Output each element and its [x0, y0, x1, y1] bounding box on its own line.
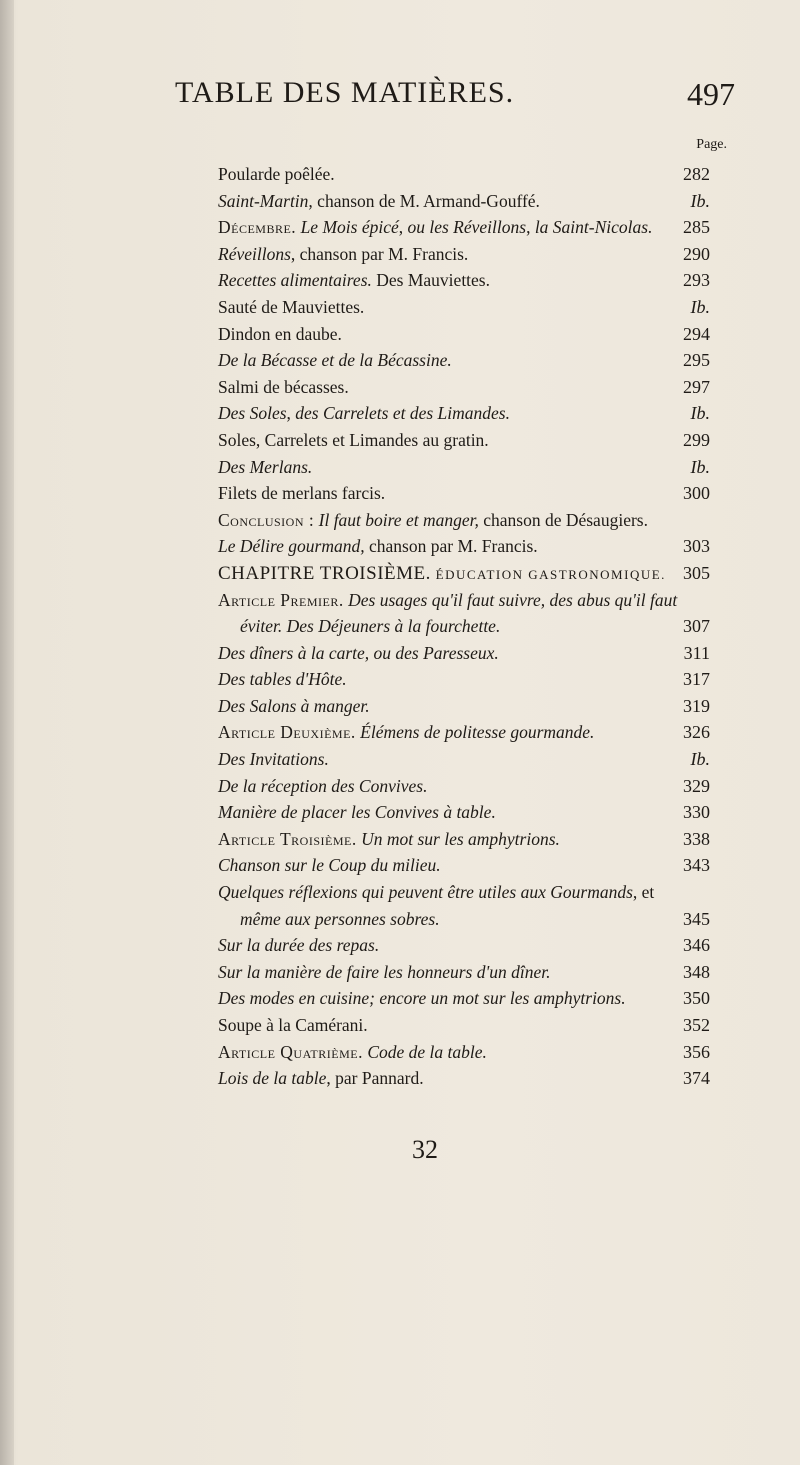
toc-entry-text-run: Article Troisième.	[218, 828, 357, 849]
toc-entry-title	[218, 719, 594, 746]
toc-entry-title	[218, 560, 666, 589]
toc-entry-title	[218, 959, 550, 986]
toc-entry-text-run: Des tables d'Hôte.	[218, 669, 347, 690]
toc-entry-text-run: Il faut boire et manger,	[314, 509, 479, 530]
toc-entry-page: Ib.	[690, 296, 710, 317]
toc-entry-title	[218, 507, 648, 534]
toc-entry-title	[218, 852, 441, 879]
toc-entry-title	[218, 321, 342, 348]
page-number: 497	[687, 76, 735, 112]
toc-entry-title	[218, 241, 468, 268]
toc-entry	[218, 480, 710, 507]
running-title: TABLE DES MATIÈRES.	[175, 76, 515, 109]
toc-entry-title	[218, 666, 347, 693]
toc-entry	[218, 985, 710, 1012]
toc-entry-title	[218, 773, 427, 800]
toc-entry	[218, 427, 710, 454]
toc-entry-text-run: Article Deuxième.	[218, 722, 356, 743]
toc-entry-text-run: ,	[398, 217, 408, 238]
toc-entry-title	[218, 985, 626, 1012]
toc-entry-text-run: des Carrelets et des Limandes.	[295, 403, 510, 424]
toc-entry	[218, 1012, 710, 1039]
toc-entry-page: 338	[683, 828, 710, 849]
toc-entry-text-run: ou les Réveillons	[407, 217, 527, 238]
toc-entry-page: 329	[683, 775, 710, 796]
toc-entry-title	[218, 587, 677, 614]
toc-entry-page: 317	[683, 669, 710, 690]
toc-entry-text-run: Des usages qu'il faut suivre, des abus qu'il faut	[343, 589, 678, 610]
toc-entry	[218, 746, 710, 773]
toc-entry-text-run: Code de la table.	[362, 1041, 487, 1062]
toc-entry	[218, 533, 710, 560]
toc-entry-page: Ib.	[690, 190, 710, 211]
toc-entry-title	[218, 826, 560, 853]
toc-entry-page: 294	[683, 323, 710, 344]
signature-mark: 32	[412, 1135, 438, 1164]
toc-entry-text-run: Sauté de Mauviettes.	[218, 296, 365, 317]
toc-entry-text-run: De la Bécasse et de la Bécassine.	[218, 350, 452, 371]
toc-entry-page: Ib.	[690, 403, 710, 424]
toc-entry-title	[218, 267, 490, 294]
toc-entry-title	[218, 640, 499, 667]
toc-entry-page: 326	[683, 722, 710, 743]
toc-entry-text-run: éviter. Des Déjeuners à la fourchette.	[240, 616, 501, 637]
toc-entry-text-run: Le Délire gourmand,	[218, 536, 365, 557]
toc-entry	[218, 693, 710, 720]
toc-entry-page: 303	[683, 536, 710, 557]
toc-entry-title	[218, 932, 379, 959]
toc-entry	[218, 267, 710, 294]
toc-entry	[218, 454, 710, 481]
toc-entry-page: 330	[683, 802, 710, 823]
toc-entry-title	[218, 161, 335, 188]
toc-entry	[218, 1065, 710, 1092]
toc-entry-title	[218, 427, 489, 454]
toc-entry-title	[218, 294, 364, 321]
toc-entry	[218, 852, 710, 879]
toc-entry-page: 311	[683, 642, 710, 663]
toc-entry	[218, 560, 710, 587]
toc-entry-text-run: Des Mauviettes.	[371, 270, 490, 291]
toc-entry	[218, 640, 710, 667]
toc-entry-text-run: Lois de la table	[218, 1068, 327, 1089]
toc-entry-text-run: Des modes en cuisine; encore un mot sur les amphytrions.	[218, 988, 626, 1009]
toc-entry-text-run: chanson de M. Armand-Gouffé.	[312, 190, 540, 211]
toc-entry	[218, 374, 710, 401]
toc-entry-text-run: Élémens de politesse gourmande.	[355, 722, 595, 743]
page-gutter	[0, 0, 14, 1465]
toc-entry-text-run: Saint-Martin,	[218, 190, 313, 211]
toc-entry-text-run: Conclusion :	[218, 509, 315, 530]
toc-entry-text-run: Des Salons à manger.	[218, 695, 370, 716]
toc-entry-page: 307	[683, 616, 710, 637]
toc-entry-text-run: Article Premier.	[218, 589, 344, 610]
toc-entry	[218, 347, 710, 374]
toc-entry-page: 295	[683, 350, 710, 371]
toc-entry	[218, 507, 710, 534]
toc-entry-text-run: , chanson par M. Francis.	[290, 243, 469, 264]
toc-entry-text-run: Chanson sur le Coup du milieu.	[218, 855, 441, 876]
toc-entry	[218, 879, 710, 906]
toc-entry	[218, 773, 710, 800]
toc-entry-page: 285	[683, 217, 710, 238]
toc-entry-text-run: Manière de placer les Convives à table.	[218, 802, 496, 823]
toc-entry-page: 346	[683, 935, 710, 956]
toc-entry-page: 282	[683, 164, 710, 184]
toc-entry-title	[218, 1039, 487, 1066]
toc-entry-text-run: chanson de Désaugiers.	[478, 509, 648, 530]
toc-entry-text-run: Des Merlans.	[218, 456, 313, 477]
toc-entry-page: 343	[683, 855, 710, 876]
toc-entry-text-run: Salmi de bécasses.	[218, 376, 349, 397]
toc-entry	[218, 932, 710, 959]
toc-entry-text-run: ÉDUCATION GASTRONOMIQUE.	[430, 566, 666, 582]
toc-entry-page: 300	[683, 483, 710, 504]
toc-entry-page: 345	[683, 908, 710, 929]
page-header	[175, 72, 735, 122]
toc-entry-title	[218, 214, 652, 241]
toc-entry-text-run: Sur la manière de faire les honneurs d'un dîner.	[218, 961, 551, 982]
toc-entry	[218, 188, 710, 215]
toc-entry-page: 352	[683, 1015, 710, 1035]
toc-entry-text-run: ,	[526, 217, 535, 238]
toc-entry-page: 299	[683, 429, 710, 450]
toc-entry-text-run: , par Pannard.	[326, 1068, 424, 1089]
toc-entry-text-run: , et	[632, 882, 655, 903]
toc-entry-text-run: Recettes alimentaires.	[218, 270, 372, 291]
toc-entry	[218, 959, 710, 986]
toc-entry-text-run: Poularde poêlée.	[218, 164, 335, 184]
toc-entry-title	[218, 1065, 424, 1092]
toc-entry	[218, 906, 710, 933]
toc-entry-page: Ib.	[690, 456, 710, 477]
toc-entry-text-run: ,	[286, 403, 296, 424]
toc-entry-text-run: Des Soles	[218, 403, 287, 424]
toc-entry-text-run: Filets de merlans farcis.	[218, 483, 386, 504]
toc-entry-text-run: même aux personnes sobres.	[240, 908, 440, 929]
toc-entry-page: 356	[683, 1041, 710, 1062]
toc-entry-title	[218, 347, 452, 374]
toc-entry-page: 348	[683, 961, 710, 982]
toc-entry-text-run: Réveillons	[218, 243, 291, 264]
toc-entry	[218, 826, 710, 853]
toc-entry	[218, 587, 710, 614]
toc-entry-text-run: Article Quatrième.	[218, 1041, 363, 1062]
toc-entry-page: 319	[683, 695, 710, 716]
toc-entry	[218, 1039, 710, 1066]
toc-entry-text-run: Le Mois épicé	[296, 217, 399, 238]
toc-entry-text-run: Dindon en daube.	[218, 323, 342, 344]
toc-entry-page: 350	[683, 988, 710, 1009]
toc-entry-text-run: Sur la durée des repas.	[218, 935, 380, 956]
toc-entry-text-run: la Saint-Nicolas.	[534, 217, 653, 238]
toc-entry-title	[218, 480, 385, 507]
toc-entry	[218, 799, 710, 826]
toc-entry-title	[218, 746, 329, 773]
toc-entry-text-run: Un mot sur les amphytrions.	[356, 828, 560, 849]
toc-entry	[218, 321, 710, 348]
toc-entry-title	[218, 400, 510, 427]
toc-entry-page: 290	[683, 243, 710, 264]
toc-entry	[218, 719, 710, 746]
toc-entry-title	[218, 374, 349, 401]
toc-entry-title	[218, 1012, 368, 1039]
toc-entry-page: Ib.	[690, 749, 710, 770]
toc-entry-page: 293	[683, 270, 710, 291]
toc-entry-title	[240, 906, 440, 933]
toc-entry	[218, 400, 710, 427]
toc-entry-text-run: Quelques réflexions qui peuvent être utiles aux Gourmands	[218, 882, 633, 903]
toc-entry-title	[218, 879, 654, 906]
toc-entry-text-run: chanson par M. Francis.	[364, 536, 538, 557]
toc-entry-text-run: Des dîners à la carte, ou des Paresseux.	[218, 642, 499, 663]
toc-entry-text-run: Des Invitations.	[218, 749, 329, 770]
toc-entry-text-run: Soupe à la Camérani.	[218, 1015, 368, 1035]
toc-entry-page: 305	[683, 562, 710, 583]
toc-entry-text-run: CHAPITRE TROISIÈME.	[218, 562, 431, 584]
toc-entry	[218, 613, 710, 640]
toc-entry-text-run: Soles, Carrelets et Limandes au gratin.	[218, 429, 489, 450]
toc-entry	[218, 161, 710, 188]
toc-entry	[218, 294, 710, 321]
toc-entry-title	[240, 613, 500, 640]
toc-entry-title	[218, 454, 312, 481]
toc-entry-text-run: De la réception des Convives.	[218, 775, 428, 796]
toc-entry-page: 297	[683, 376, 710, 397]
toc-entry-title	[218, 188, 540, 215]
toc-entry	[218, 241, 710, 268]
toc-entry-text-run: Décembre.	[218, 217, 297, 238]
toc-entry-title	[218, 693, 370, 720]
toc-entry	[218, 666, 710, 693]
page-column-label: Page.	[696, 137, 727, 152]
toc-entry	[218, 214, 710, 241]
table-of-contents	[218, 161, 710, 1092]
toc-entry-title	[218, 799, 496, 826]
toc-entry-title	[218, 533, 538, 560]
toc-entry-page: 374	[683, 1068, 710, 1089]
